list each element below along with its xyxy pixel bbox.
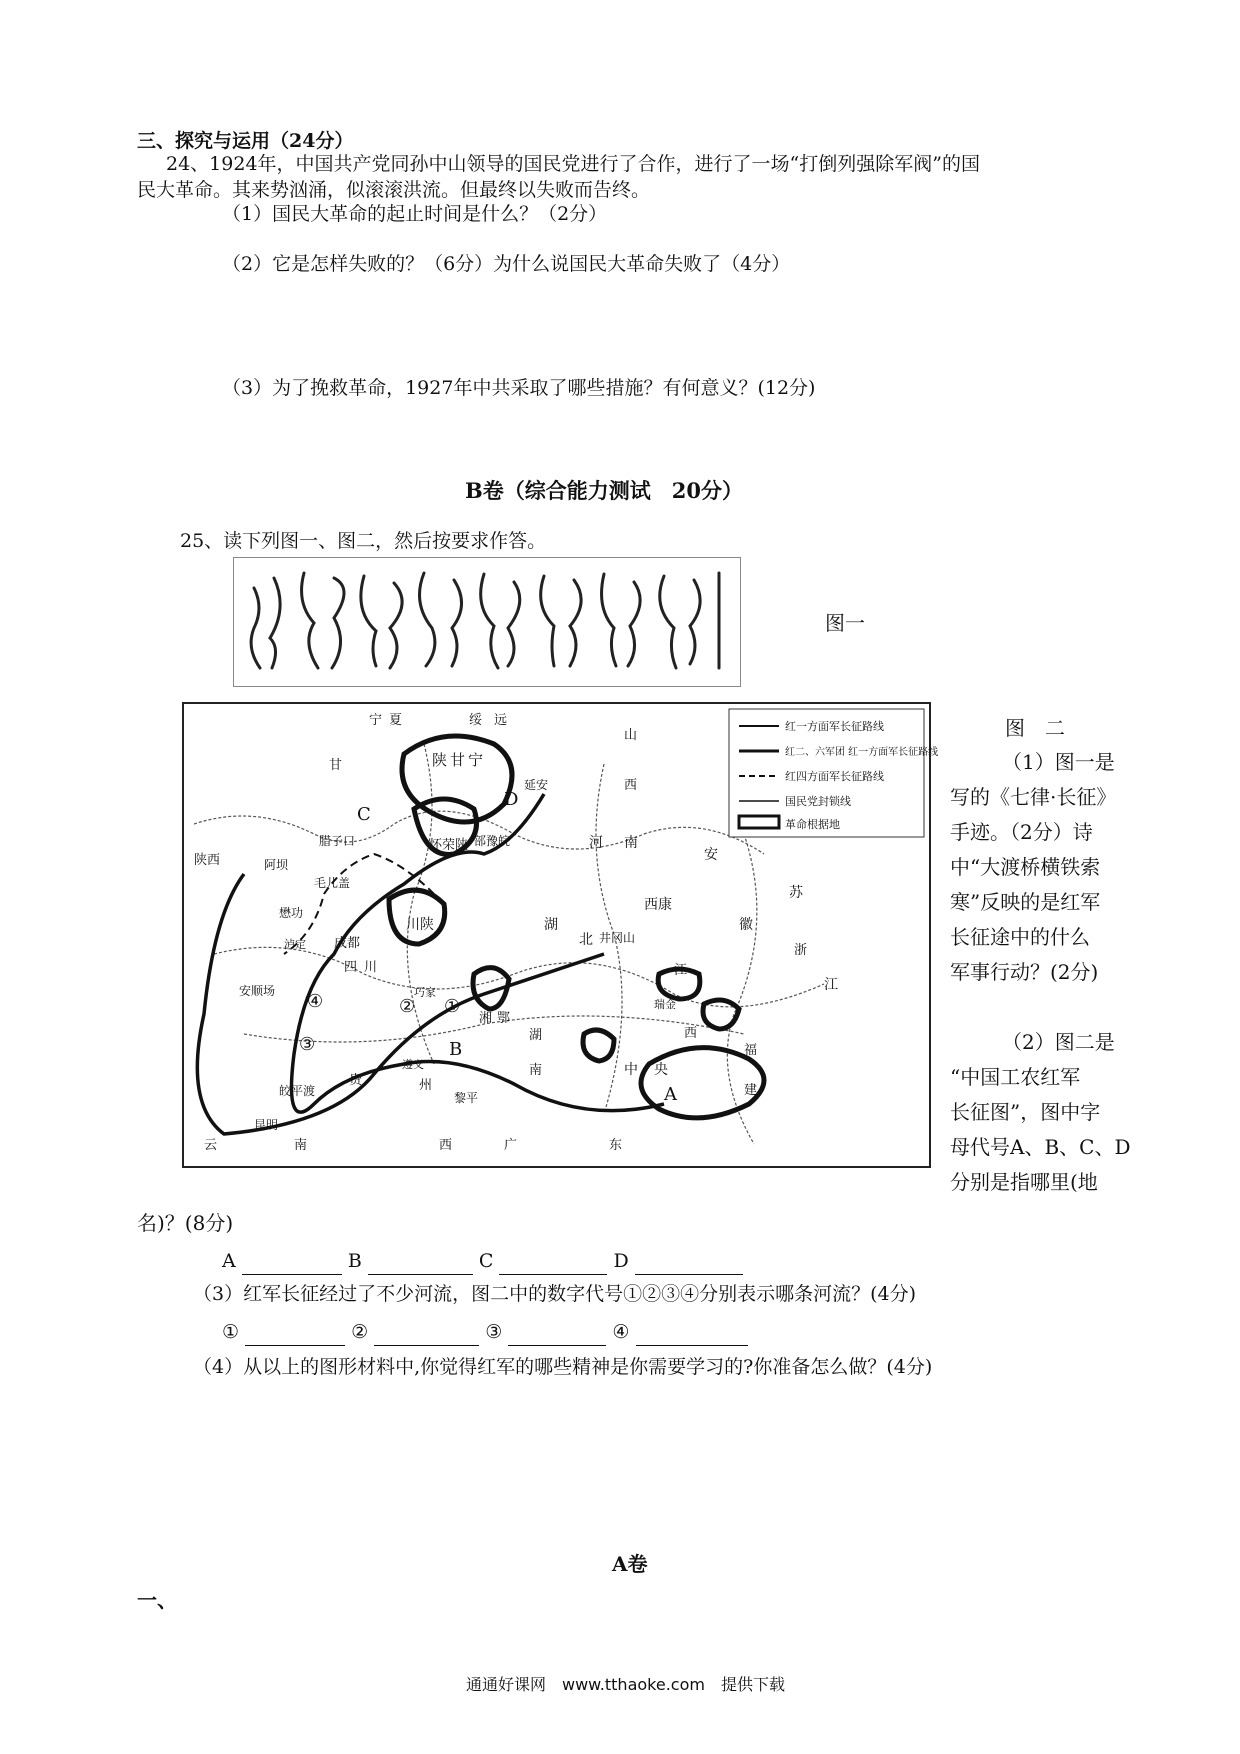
map-place: 西康: [644, 897, 672, 913]
abcd-answer-row: [222, 1247, 743, 1275]
map-place: 泸定: [284, 938, 306, 951]
marker-river-2: ②: [399, 996, 416, 1017]
side-line: 军事行动？(2分): [950, 960, 1099, 984]
calligraphy-strokes: [234, 558, 740, 686]
map-place: 中: [624, 1062, 638, 1078]
side-question-text: [950, 745, 1130, 1200]
map-place: 懋功: [279, 906, 304, 920]
map-place: 阿坝: [264, 858, 289, 872]
legend-item: 红四方面军长征路线: [785, 770, 884, 783]
map-place: 建: [744, 1083, 758, 1098]
circled-label: ④: [612, 1321, 630, 1343]
letter-label: B: [347, 1250, 362, 1272]
side-line: “中国工农红军: [950, 1065, 1081, 1089]
answer-blank-river-1[interactable]: [245, 1327, 345, 1346]
map-place: 遵义: [402, 1058, 424, 1071]
map-place: 北: [579, 932, 593, 948]
side-line: 中“大渡桥横铁索: [950, 855, 1101, 879]
map-place: 部豫皖: [474, 834, 511, 848]
map-place: 绥: [469, 713, 483, 728]
figure1-label: 图一: [825, 611, 865, 635]
map-place: 瑞金: [654, 998, 676, 1011]
legend-item: 国民党封锁线: [785, 795, 851, 808]
side-line: （1）图一是: [1002, 750, 1115, 774]
marker-B: B: [449, 1039, 463, 1060]
marker-river-3: ③: [299, 1034, 316, 1055]
map-place: 夏: [389, 713, 403, 728]
map-place: 西: [624, 778, 638, 793]
map-place: 湖: [544, 917, 558, 933]
map-place: 苏: [789, 885, 803, 901]
map-place: 江: [824, 977, 838, 993]
q4-text: （4）从以上的图形材料中,你觉得红军的哪些精神是你需要学习的?你准备怎么做？(4分): [193, 1356, 933, 1378]
circled-label: ②: [351, 1321, 369, 1343]
map-place: 腊子口: [319, 834, 356, 848]
river-answer-row: [222, 1318, 748, 1346]
figure2-map: [182, 702, 939, 1168]
circled-label: ③: [485, 1321, 503, 1343]
answer-blank-river-4[interactable]: [636, 1327, 748, 1346]
map-place: 井冈山: [599, 931, 636, 945]
q25-intro: 25、读下列图一、图二，然后按要求作答。: [180, 530, 547, 552]
map-place: 安顺场: [239, 984, 276, 998]
side-line: 母代号A、B、C、D: [950, 1135, 1131, 1159]
map-place: 央: [654, 1062, 668, 1078]
answer-blank-C[interactable]: [499, 1256, 607, 1275]
answer-blank-D[interactable]: [635, 1256, 743, 1275]
map-place: 四: [344, 960, 358, 975]
answer-blank-B[interactable]: [368, 1256, 473, 1275]
side-line: 长征途中的什么: [950, 925, 1090, 949]
map-place: 川: [364, 960, 378, 975]
marker-C: C: [357, 804, 371, 825]
map-place: 陕: [432, 751, 448, 769]
q24-line1: 24、1924年，中国共产党同孙中山领导的国民党进行了合作，进行了一场“打倒列强除军阀”的国: [166, 153, 980, 175]
figure1-calligraphy: [233, 557, 741, 687]
map-place: 昆明: [254, 1118, 279, 1132]
section-title: 三、探究与运用（24分）: [137, 130, 354, 152]
answer-section-title: A卷: [612, 1552, 648, 1576]
map-place: 甘: [450, 751, 466, 769]
map-place: 南: [624, 835, 638, 851]
figure2-label: 图 二: [1005, 716, 1065, 740]
map-place: 成都: [334, 936, 361, 951]
map-place: 云: [204, 1138, 218, 1153]
map-place: 安: [704, 847, 718, 863]
legend-item: 革命根据地: [785, 818, 840, 831]
map-place: 徽: [739, 917, 753, 933]
side-line: 写的《七律·长征》: [950, 785, 1117, 809]
map-place: 怀荣陕: [429, 838, 469, 853]
map-place: 贵: [349, 1073, 363, 1088]
map-place: 湘: [479, 1011, 493, 1026]
letter-label: A: [222, 1250, 236, 1272]
map-place: 州: [419, 1078, 433, 1093]
map-place: 西: [684, 1026, 698, 1041]
map-place: 远: [494, 713, 508, 728]
side-line: 长征图”，图中字: [950, 1100, 1101, 1124]
map-place: 甘: [329, 758, 343, 773]
legend-item: 红一方面军长征路线: [785, 720, 884, 733]
marker-river-4: ④: [307, 991, 324, 1012]
side-line: （2）图二是: [1002, 1030, 1115, 1054]
answer-item-1: 一、: [137, 1588, 177, 1612]
legend-item: 红二、六军团 红一方面军长征路线: [785, 747, 939, 758]
map-place: 南: [529, 1063, 543, 1078]
map-place: 南: [294, 1138, 308, 1153]
map-place: 山: [624, 728, 638, 743]
map-place: 东: [609, 1138, 623, 1153]
map-place: 浙: [794, 943, 808, 958]
map-place: 江: [674, 963, 688, 978]
q2-tail: 名)？(8分): [137, 1211, 234, 1235]
map-place: 西: [439, 1138, 453, 1153]
map-place: 巧家: [414, 986, 436, 999]
map-place: 延安: [524, 778, 549, 792]
q24-sub2: （2）它是怎样失败的？（6分）为什么说国民大革命失败了（4分）: [222, 253, 791, 275]
marker-A: A: [664, 1084, 677, 1105]
answer-blank-river-3[interactable]: [508, 1327, 606, 1346]
q24-sub3: （3）为了挽救革命，1927年中共采取了哪些措施？有何意义？(12分): [222, 377, 816, 399]
q3-text: （3）红军长征经过了不少河流，图二中的数字代号①②③④分别表示哪条河流？(4分): [193, 1283, 917, 1305]
map-place: 福: [744, 1043, 758, 1058]
map-place: 毛儿盖: [314, 876, 351, 890]
map-place: 川陕: [406, 917, 434, 933]
marker-D: D: [504, 789, 519, 810]
map-place: 鄂: [497, 1011, 511, 1026]
map-place: 皎平渡: [279, 1084, 316, 1098]
letter-label: D: [613, 1250, 629, 1272]
sectionB-title: B卷（综合能力测试 20分）: [465, 478, 743, 503]
side-line: 手迹。（2分）诗: [950, 820, 1093, 844]
page-footer: 通通好课网 www.tthaoke.com 提供下载: [466, 1675, 785, 1694]
map-place: 宁: [468, 751, 484, 769]
marker-river-1: ①: [444, 996, 461, 1017]
q24-line2: 民大革命。其来势汹涌，似滚滚洪流。但最终以失败而告终。: [137, 179, 651, 201]
map-place: 湖: [529, 1028, 543, 1043]
map-place: 黎平: [454, 1091, 479, 1105]
answer-blank-A[interactable]: [242, 1256, 342, 1275]
circled-label: ①: [222, 1321, 240, 1343]
map-place: 广: [504, 1138, 518, 1153]
answer-blank-river-2[interactable]: [374, 1327, 479, 1346]
map-place: 河: [589, 835, 603, 851]
q24-sub1: （1）国民大革命的起止时间是什么？（2分）: [222, 203, 608, 225]
map-place: 陕西: [194, 853, 221, 868]
map-place: 宁: [369, 713, 383, 728]
letter-label: C: [478, 1250, 494, 1272]
side-line: 寒”反映的是红军: [950, 890, 1101, 914]
side-line: 分别是指哪里(地: [950, 1170, 1098, 1194]
